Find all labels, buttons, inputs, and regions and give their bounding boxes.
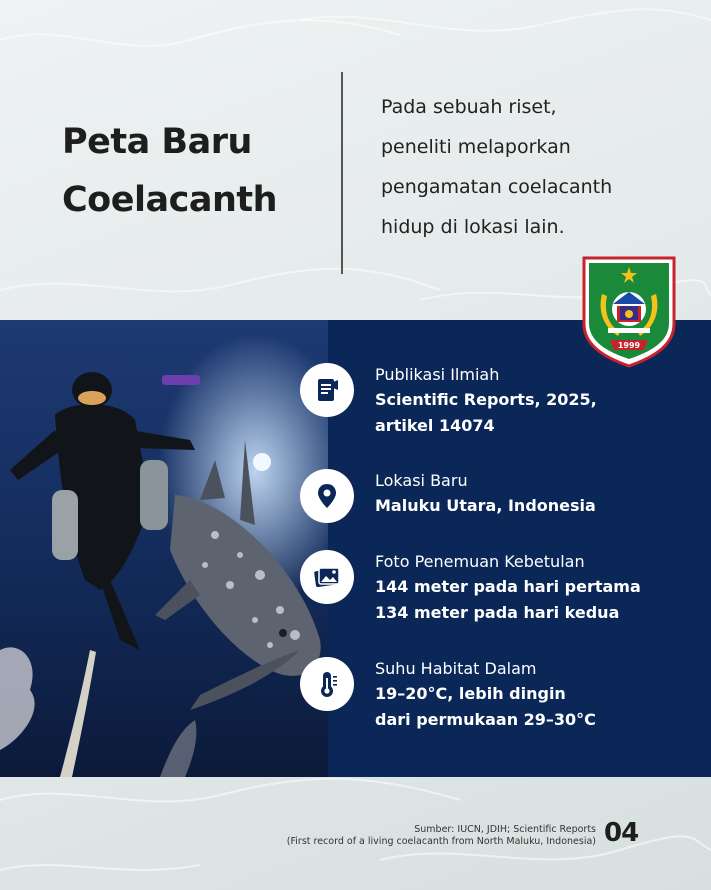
- source-line: Sumber: IUCN, JDIH; Scientific Reports: [414, 824, 596, 835]
- document-icon: [300, 363, 354, 417]
- location-pin-icon: [300, 469, 354, 523]
- lead-line: Pada sebuah riset,: [381, 96, 557, 118]
- lead-line: pengamatan coelacanth: [381, 176, 613, 198]
- page-title: [62, 113, 332, 229]
- fact-value: 19–20°C, lebih dingin: [375, 684, 566, 703]
- vertical-divider: [341, 72, 343, 274]
- fact-label: Lokasi Baru: [375, 471, 468, 490]
- emblem-year: 1999: [617, 341, 641, 350]
- photo-icon: [300, 550, 354, 604]
- fact-value: Scientific Reports, 2025,: [375, 390, 597, 409]
- fact-value: Maluku Utara, Indonesia: [375, 496, 596, 515]
- page-number: 04: [604, 818, 639, 848]
- fact-label: Foto Penemuan Kebetulan: [375, 552, 585, 571]
- fact-value: dari permukaan 29–30°C: [375, 710, 596, 729]
- title-line-2: Coelacanth: [62, 180, 278, 220]
- maluku-utara-emblem: [580, 254, 678, 368]
- source-citation: [287, 824, 596, 848]
- source-line: (First record of a living coelacanth from North Maluku, Indonesia): [286, 836, 596, 847]
- lead-paragraph: [381, 87, 681, 247]
- fact-value: artikel 14074: [375, 416, 495, 435]
- lead-line: peneliti melaporkan: [381, 136, 571, 158]
- fact-label: Publikasi Ilmiah: [375, 365, 500, 384]
- fact-value: 134 meter pada hari kedua: [375, 603, 620, 622]
- fact-value: 144 meter pada hari pertama: [375, 577, 641, 596]
- thermometer-icon: [300, 657, 354, 711]
- fact-label: Suhu Habitat Dalam: [375, 659, 537, 678]
- lead-line: hidup di lokasi lain.: [381, 216, 565, 238]
- coelacanth-diver-photo: [0, 320, 328, 777]
- title-line-1: Peta Baru: [62, 122, 252, 162]
